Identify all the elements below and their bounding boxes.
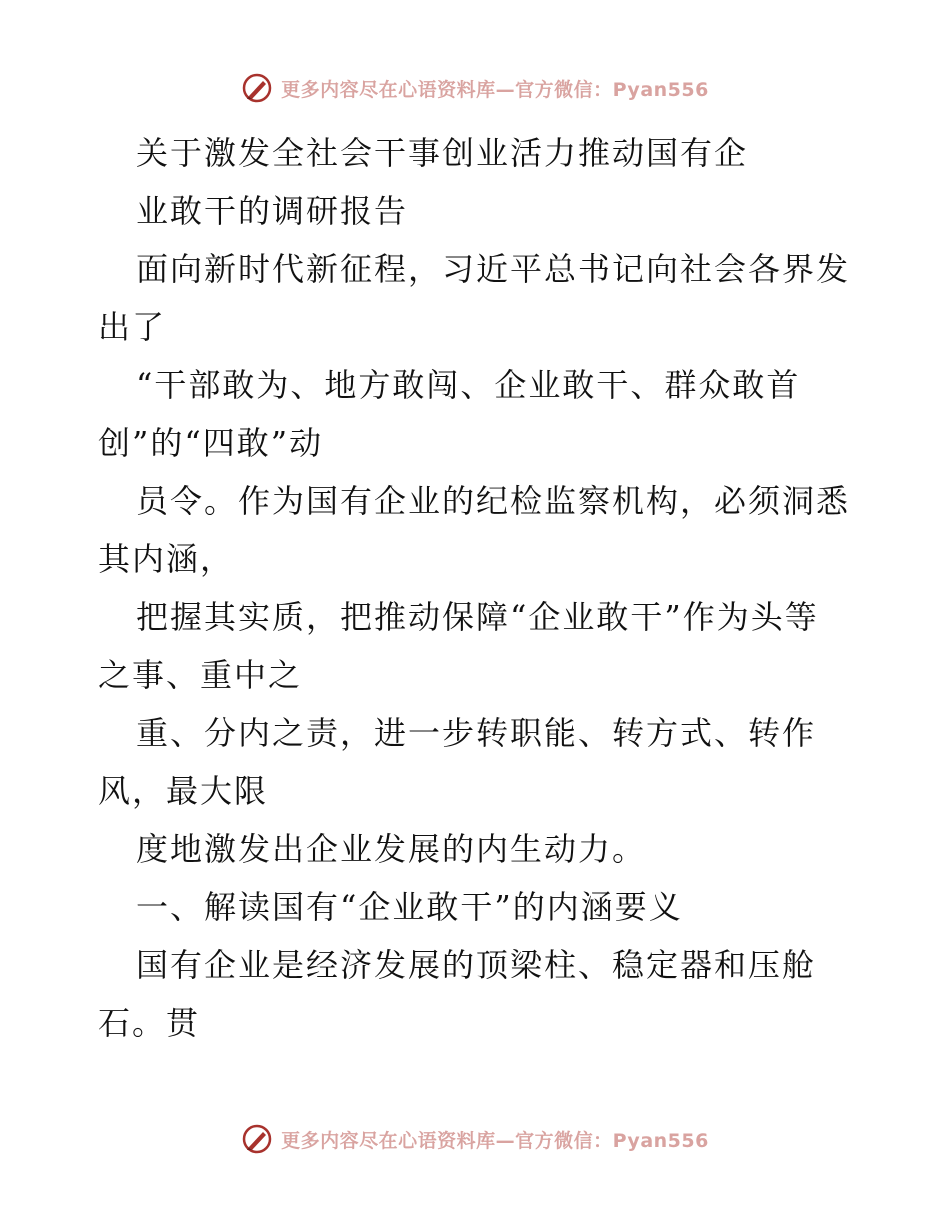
watermark-text: 更多内容尽在心语资料库—官方微信：Pyan556 [281, 78, 709, 101]
paragraph-line: 创”的“四敢”动 [98, 424, 324, 462]
title-line-2: 业敢干的调研报告 [136, 192, 409, 230]
title-line-1: 关于激发全社会干事创业活力推动国有企 [136, 134, 749, 172]
paragraph-line: 员令。作为国有企业的纪检监察机构，必须洞悉 [136, 482, 851, 520]
paragraph-line: “干部敢为、地方敢闯、企业敢干、群众敢首 [136, 366, 801, 404]
header-watermark [0, 72, 950, 104]
section-heading: 一、解读国有“企业敢干”的内涵要义 [136, 888, 683, 926]
paragraph-line: 石。贯 [98, 1004, 201, 1042]
paragraph-line: 重、分内之责，进一步转职能、转方式、转作 [136, 714, 817, 752]
paragraph-line: 面向新时代新征程，习近平总书记向社会各界发 [136, 250, 851, 288]
paragraph-line: 之事、重中之 [98, 656, 303, 694]
watermark-text: 更多内容尽在心语资料库—官方微信：Pyan556 [281, 1129, 709, 1152]
paragraph-line: 度地激发出企业发展的内生动力。 [136, 830, 647, 868]
paragraph-line: 其内涵， [98, 540, 235, 578]
paragraph-line: 把握其实质，把推动保障“企业敢干”作为头等 [136, 598, 819, 636]
paragraph-line: 国有企业是经济发展的顶梁柱、稳定器和压舱 [136, 946, 817, 984]
footer-watermark [0, 1123, 950, 1155]
paragraph-line: 风，最大限 [98, 772, 269, 810]
document-body [98, 124, 858, 1052]
paragraph-line: 出了 [98, 308, 167, 346]
pen-circle-logo-icon [241, 72, 273, 104]
pen-circle-logo-icon [241, 1123, 273, 1155]
